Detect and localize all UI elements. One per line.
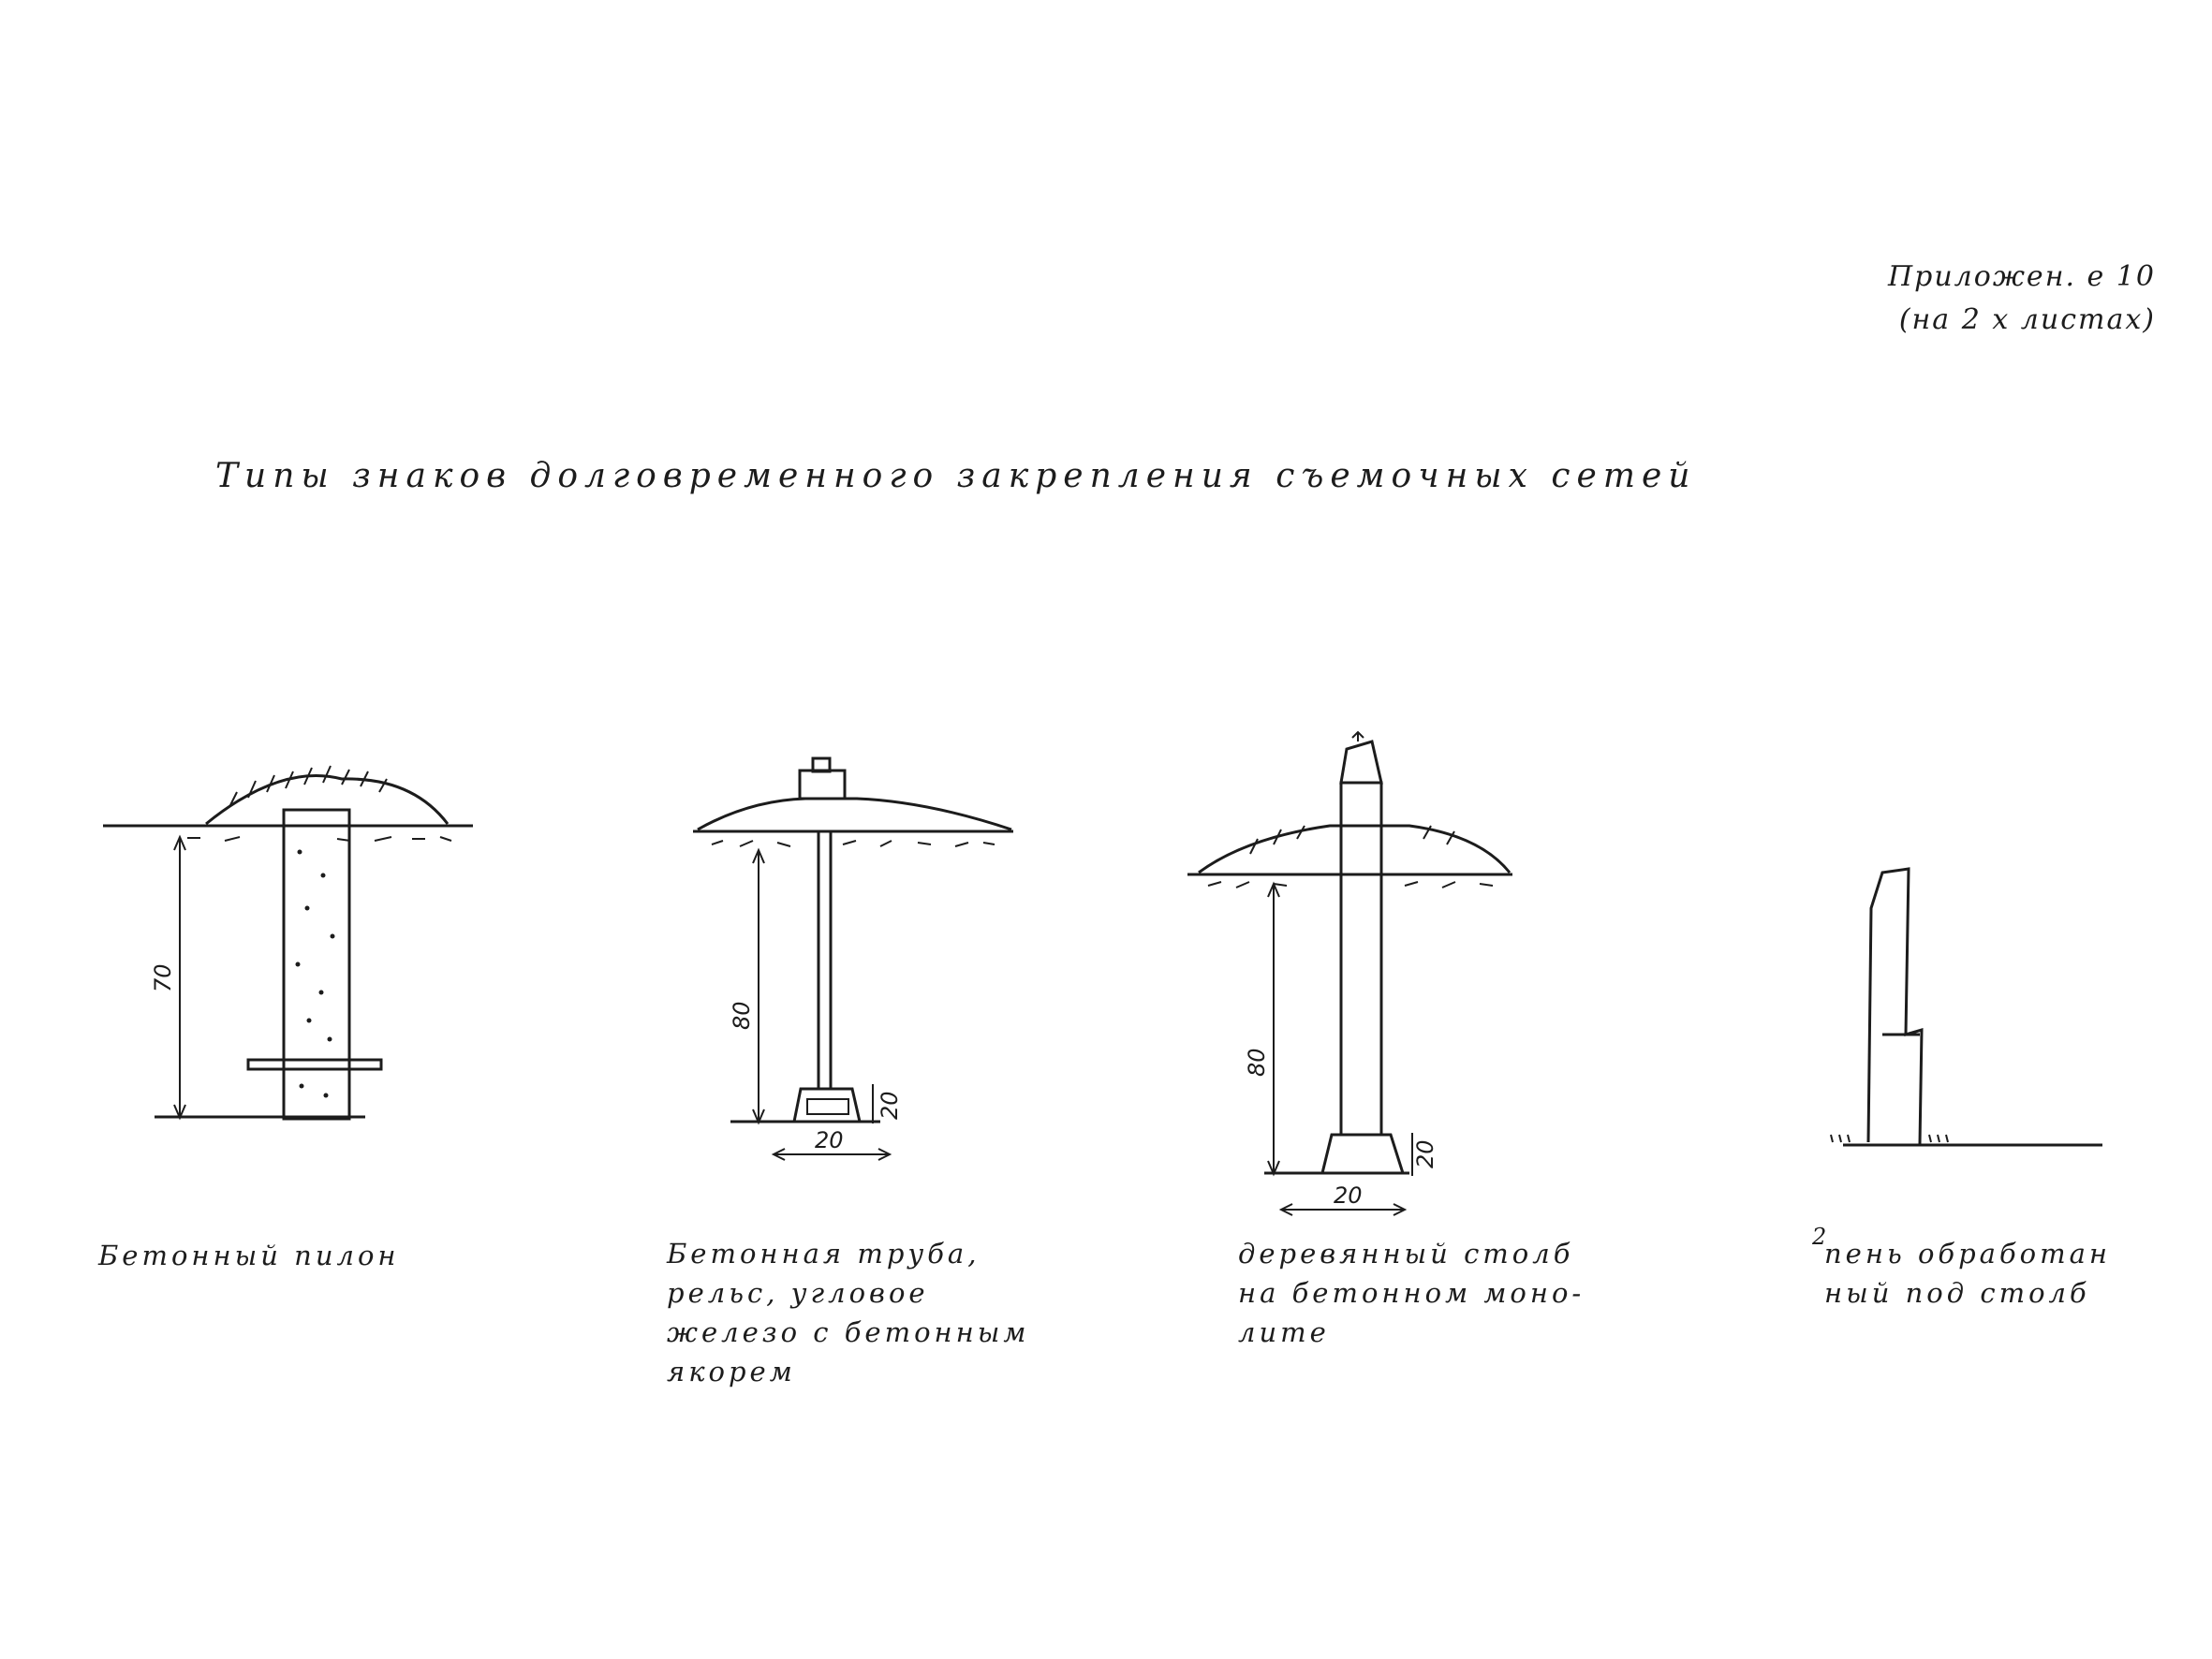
anchor-height-label: 20 <box>877 1091 903 1120</box>
mound-hatching <box>229 766 387 807</box>
depth-dimension-label: 70 <box>150 963 176 992</box>
base-height-label: 20 <box>1412 1139 1438 1168</box>
mound-outline <box>206 775 448 824</box>
grass-marks <box>1831 1135 1948 1142</box>
anchor-plate <box>248 1060 381 1069</box>
soil-texture <box>1208 882 1493 888</box>
caption-line: лите <box>1238 1316 1330 1348</box>
caption-concrete-pylon <box>98 1236 400 1275</box>
figure-pipe-with-anchor <box>693 758 1013 1160</box>
mound-outline <box>1199 826 1510 873</box>
caption-line: на бетонном моно- <box>1238 1277 1585 1309</box>
caption-pipe-with-anchor <box>667 1234 1029 1391</box>
caption-marker: 2 <box>1812 1224 1831 1250</box>
caption-line: якорем <box>667 1356 796 1387</box>
caption-wooden-post <box>1238 1234 1585 1352</box>
concrete-anchor <box>794 1089 860 1122</box>
concrete-base <box>1322 1135 1403 1173</box>
marker-cap <box>800 771 845 799</box>
mound-hatching <box>1250 826 1454 854</box>
depth-dimension-label: 80 <box>1244 1048 1270 1077</box>
caption-line: Бетонный пилон <box>98 1240 400 1271</box>
appendix-number: Приложен. е 10 <box>1887 260 2156 293</box>
post-body <box>1341 783 1381 1135</box>
figure-concrete-pylon <box>103 766 473 1119</box>
mound-outline <box>698 799 1011 830</box>
figure-wooden-post <box>1187 732 1512 1215</box>
soil-texture <box>187 837 451 841</box>
caption-line: деревянный столб <box>1238 1238 1574 1270</box>
page-title: Типы знаков долговременного закрепления съемочных сетей <box>215 457 1697 495</box>
base-width-label: 20 <box>1334 1182 1363 1209</box>
caption-line: Бетонная труба, <box>667 1238 981 1270</box>
figure-stump-post <box>1831 869 2102 1145</box>
caption-line: пень обработан <box>1824 1238 2112 1270</box>
pylon-body <box>284 810 349 1119</box>
anchor-width-label: 20 <box>815 1127 844 1153</box>
appendix-sheets-note: (на 2 х листах) <box>1898 303 2156 336</box>
caption-line: рельс, угловое <box>667 1277 929 1309</box>
soil-texture <box>712 841 995 846</box>
caption-line: ный под столб <box>1824 1277 2090 1309</box>
stump-outline <box>1868 869 1922 1144</box>
post-top-mark <box>1352 732 1364 741</box>
post-top <box>1341 741 1381 783</box>
caption-line: железо с бетонным <box>667 1316 1030 1348</box>
depth-dimension-label: 80 <box>729 1001 755 1030</box>
anchor-reinforcement <box>807 1099 848 1114</box>
caption-stump-post <box>1824 1234 2111 1313</box>
